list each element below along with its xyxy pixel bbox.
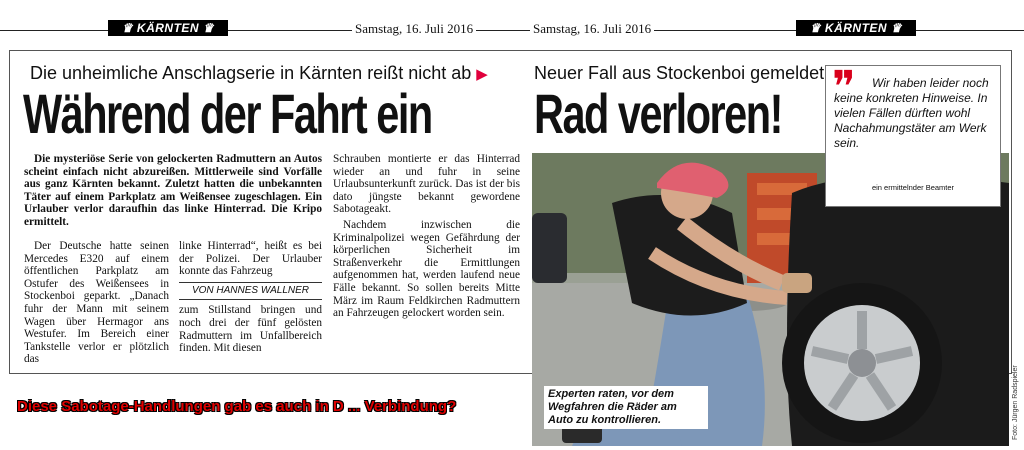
quote-text: Wir haben leider noch keine konkreten Hinweise. In vielen Fällen dürften wohl Nachahmungstäter am Werk sein. bbox=[834, 76, 989, 150]
article-column-1b bbox=[24, 240, 169, 369]
article-body-col2-top: linke Hinterrad“, heißt es bei der Polizei. Der Urlauber konnte das Fahrzeug bbox=[179, 240, 322, 278]
photo-credit: Foto: Jürgen Radspieler bbox=[1012, 365, 1019, 440]
headline-right: Rad verloren! bbox=[534, 82, 782, 145]
issue-date-left: Samstag, 16. Juli 2016 bbox=[352, 21, 476, 37]
article-column-3 bbox=[333, 153, 520, 323]
article-body-col3-b: Nachdem inzwischen die Kriminalpolizei wegen Gefährdung der körperlichen Sicherheit im Straßenverkehr die Ermittlungen aufgenommen hat, werden laufend neue Fälle bekannt. So sollen bereits Mitte März im Raum Feldkirchen Radmuttern an Fahrzeugen gelockert worden sein. bbox=[333, 218, 520, 320]
reader-annotation: Diese Sabotage-Handlungen gab es auch in D ... Verbindung? bbox=[17, 398, 457, 415]
article-body-col2-bottom: zum Stillstand bringen und noch drei der fünf gelösten Radmuttern im Unfallbereich finden. Mit diesen bbox=[179, 304, 322, 355]
issue-date-right: Samstag, 16. Juli 2016 bbox=[530, 21, 654, 37]
article-body-col3-a: Schrauben montierte er das Hinterrad wieder an und fuhr in seine Urlaubsunterkunft zurück. Das ist der bis dato jüngste bekannt gewordene Sabotageakt. bbox=[333, 153, 520, 216]
kicker-right: Neuer Fall aus Stockenboi gemeldet bbox=[534, 63, 825, 83]
kicker-arrow-icon: ▶ bbox=[476, 66, 488, 83]
article-column-2 bbox=[179, 240, 322, 358]
article-column-1 bbox=[24, 153, 322, 232]
headline-left: Während der Fahrt ein bbox=[23, 82, 432, 145]
article-lead: Die mysteriöse Serie von gelockerten Radmuttern an Autos scheint einfach nicht abzureißen. Mittlerweile sind Vorfälle aus ganz Kärnten bekannt. Zuletzt hatten die unbekannten Täter auf einem Parkplatz am Weißensee zugeschlagen. Ein Urlauber verlor daraufhin das linke Hinterrad. Die Kripo ermittelt. bbox=[24, 153, 322, 228]
quote-mark-icon: ❞ bbox=[832, 62, 856, 113]
quote-box bbox=[825, 62, 1001, 207]
kicker-left-text: Die unheimliche Anschlagserie in Kärnten reißt nicht ab bbox=[30, 63, 472, 83]
article-body-col1: Der Deutsche hatte seinen Mercedes E320 auf einem öffentlichen Parkplatz am Ostufer des Weißensees in Stockenboi geparkt. „Danach fuhr der Mann mit seinem Wagen über Hermagor ans Westufer. Im Bereich einer Tankstelle verlor er plötzlich das bbox=[24, 240, 169, 366]
kicker-left bbox=[30, 63, 488, 84]
region-badge-right: ♛ KÄRNTEN ♛ bbox=[796, 20, 916, 36]
quote-attribution: ein ermittelnder Beamter bbox=[871, 183, 955, 192]
region-badge-left: ♛ KÄRNTEN ♛ bbox=[108, 20, 228, 36]
byline: VON HANNES WALLNER bbox=[179, 282, 322, 301]
photo-caption: Experten raten, vor dem Wegfahren die Räder am Auto zu kontrollieren. bbox=[544, 386, 708, 429]
